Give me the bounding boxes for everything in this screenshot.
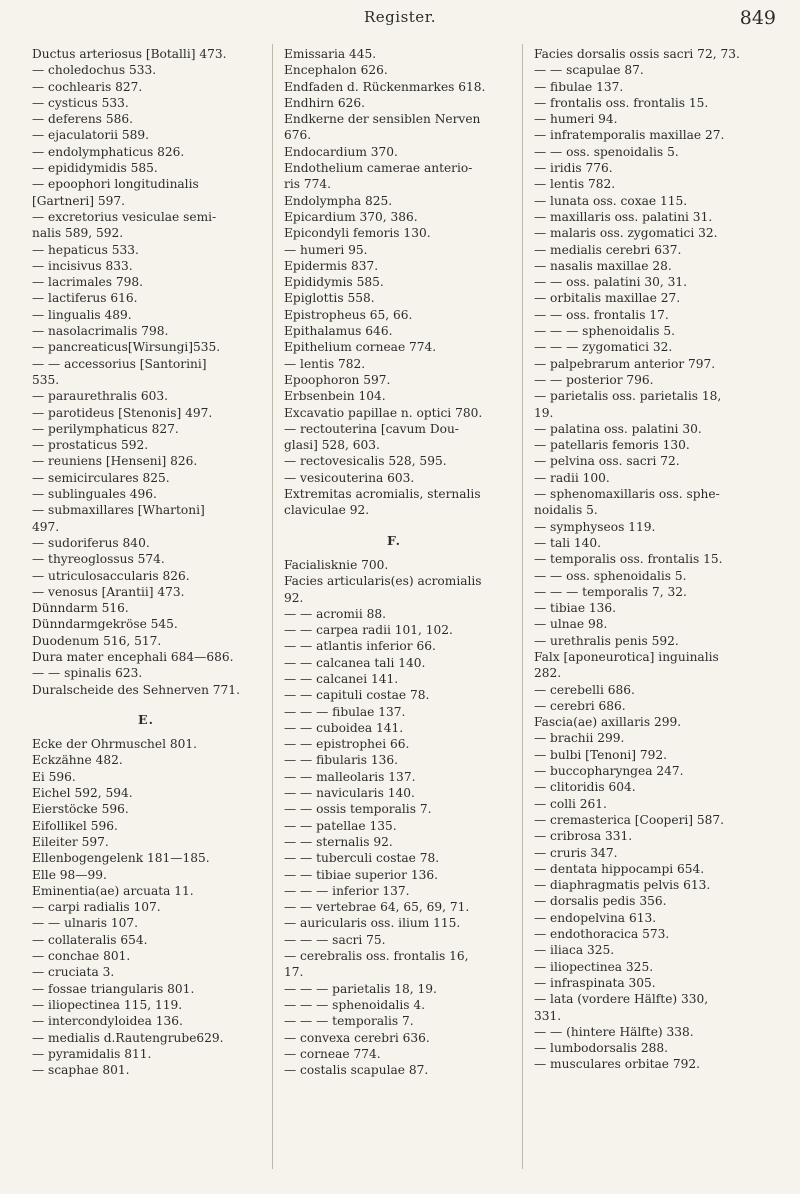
index-entry: — humeri 94. xyxy=(534,112,618,127)
index-entry: — prostaticus 592. xyxy=(32,438,149,453)
index-column-3 xyxy=(534,46,778,1073)
index-entry: — diaphragmatis pelvis 613. xyxy=(534,878,711,893)
index-entry: — — patellae 135. xyxy=(284,818,397,833)
index-entry: — scaphae 801. xyxy=(32,1063,130,1078)
index-column-2 xyxy=(284,46,504,1078)
index-entry: Eierstöcke 596. xyxy=(32,802,129,817)
index-entry: — — — temporalis 7, 32. xyxy=(534,584,687,599)
index-entry: — radii 100. xyxy=(534,470,610,485)
index-entry: — lata (vordere Hälfte) 330, xyxy=(534,992,709,1007)
running-title: Register. xyxy=(364,8,436,26)
index-entry: — — — sphenoidalis 5. xyxy=(534,324,676,339)
index-entry: Endkerne der sensiblen Nerven xyxy=(284,112,481,127)
index-entry: — carpi radialis 107. xyxy=(32,900,161,915)
entries-e-cont xyxy=(284,46,504,519)
index-entry: — rectouterina [cavum Dou- xyxy=(284,421,459,436)
index-entry: — palpebrarum anterior 797. xyxy=(534,356,716,371)
index-entry: — — oss. spenoidalis 5. xyxy=(534,144,679,159)
index-entry: — lumbodorsalis 288. xyxy=(534,1041,669,1056)
index-entry: — nasolacrimalis 798. xyxy=(32,324,169,339)
index-entry: — — acromii 88. xyxy=(284,606,386,621)
index-entry: — — oss. sphenoidalis 5. xyxy=(534,568,687,583)
index-entry: — intercondyloidea 136. xyxy=(32,1014,183,1029)
index-entry: — — spinalis 623. xyxy=(32,666,143,681)
index-entry: — — sternalis 92. xyxy=(284,834,393,849)
index-entry: — sublinguales 496. xyxy=(32,487,157,502)
index-entry: — — oss. palatini 30, 31. xyxy=(534,275,688,290)
index-entry: — — — inferior 137. xyxy=(284,883,410,898)
index-entry: — cruciata 3. xyxy=(32,965,115,980)
index-entry: — cerebralis oss. frontalis 16, xyxy=(284,949,469,964)
index-entry: — reuniens [Henseni] 826. xyxy=(32,454,198,469)
index-entry: — lentis 782. xyxy=(284,356,366,371)
index-entry: Epididymis 585. xyxy=(284,275,384,290)
index-entry: — iridis 776. xyxy=(534,161,613,176)
index-entry: Eichel 592, 594. xyxy=(32,786,133,801)
index-entry: Dünndarmgekröse 545. xyxy=(32,617,178,632)
index-entry: — cruris 347. xyxy=(534,845,618,860)
index-entry: — tali 140. xyxy=(534,535,602,550)
index-entry: — — — sphenoidalis 4. xyxy=(284,997,426,1012)
index-entry: 497. xyxy=(32,519,60,534)
index-entry: 19. xyxy=(534,405,554,420)
index-entry: — conchae 801. xyxy=(32,949,131,964)
index-entry: Fascia(ae) axillaris 299. xyxy=(534,715,682,730)
index-entry: — infraspinata 305. xyxy=(534,975,656,990)
index-entry: — — scapulae 87. xyxy=(534,63,644,78)
index-entry: — pancreaticus[Wirsungi]535. xyxy=(32,340,221,355)
index-entry: — hepaticus 533. xyxy=(32,242,139,257)
index-entry: — — ossis temporalis 7. xyxy=(284,802,432,817)
index-entry: — temporalis oss. frontalis 15. xyxy=(534,552,723,567)
index-entry: — fibulae 137. xyxy=(534,79,624,94)
index-entry: — iliaca 325. xyxy=(534,943,615,958)
index-entry: — costalis scapulae 87. xyxy=(284,1063,429,1078)
index-entry: Falx [aponeurotica] inguinalis xyxy=(534,649,719,664)
index-entry: Facialisknie 700. xyxy=(284,557,389,572)
index-entry: — humeri 95. xyxy=(284,242,368,257)
index-entry: — perilymphaticus 827. xyxy=(32,421,179,436)
index-entry: — dorsalis pedis 356. xyxy=(534,894,667,909)
index-entry: — semicirculares 825. xyxy=(32,470,170,485)
index-entry: nalis 589, 592. xyxy=(32,226,124,241)
index-column-1 xyxy=(32,46,260,1078)
index-entry: — — navicularis 140. xyxy=(284,786,415,801)
index-entry: — sphenomaxillaris oss. sphe- xyxy=(534,487,720,502)
index-entry: — auricularis oss. ilium 115. xyxy=(284,916,461,931)
index-entry: — malaris oss. zygomatici 32. xyxy=(534,226,718,241)
index-entry: Epicondyli femoris 130. xyxy=(284,226,431,241)
index-entry: — endolymphaticus 826. xyxy=(32,144,185,159)
index-entry: Extremitas acromialis, sternalis xyxy=(284,487,481,502)
index-entry: Eckzähne 482. xyxy=(32,753,123,768)
index-entry: — — carpea radii 101, 102. xyxy=(284,623,453,638)
index-entry: — — calcanea tali 140. xyxy=(284,655,426,670)
index-entry: — submaxillares [Whartoni] xyxy=(32,503,205,518)
index-entry: Epicardium 370, 386. xyxy=(284,209,418,224)
index-entry: ris 774. xyxy=(284,177,331,192)
index-entry: — vesicouterina 603. xyxy=(284,470,415,485)
index-entry: — venosus [Arantii] 473. xyxy=(32,584,185,599)
index-entry: — — posterior 796. xyxy=(534,372,654,387)
index-entry: Facies dorsalis ossis sacri 72, 73. xyxy=(534,47,740,61)
index-entry: Epidermis 837. xyxy=(284,258,379,273)
index-entry: Duralscheide des Sehnerven 771. xyxy=(32,682,240,697)
index-entry: — — — zygomatici 32. xyxy=(534,340,673,355)
index-entry: Endolympha 825. xyxy=(284,193,393,208)
index-entry: — endothoracica 573. xyxy=(534,927,670,942)
index-entry: — paraurethralis 603. xyxy=(32,389,169,404)
index-entry: Ecke der Ohrmuschel 801. xyxy=(32,737,198,752)
index-entry: Ei 596. xyxy=(32,769,76,784)
index-entry: Eifollikel 596. xyxy=(32,818,118,833)
index-entry: noidalis 5. xyxy=(534,503,598,518)
index-entry: — buccopharyngea 247. xyxy=(534,764,684,779)
index-entry: Duodenum 516, 517. xyxy=(32,633,162,648)
index-entry: Endfaden d. Rückenmarkes 618. xyxy=(284,79,486,94)
column-divider xyxy=(272,44,273,1169)
page-header xyxy=(0,0,800,44)
index-entry: — — ulnaris 107. xyxy=(32,916,138,931)
section-letter-e: E. xyxy=(138,711,154,727)
column-divider xyxy=(522,44,523,1169)
index-entry: Excavatio papillae n. optici 780. xyxy=(284,405,483,420)
index-entry: — clitoridis 604. xyxy=(534,780,636,795)
index-entry: Emissaria 445. xyxy=(284,47,377,61)
index-entry: — cerebelli 686. xyxy=(534,682,635,697)
index-entry: — ejaculatorii 589. xyxy=(32,128,150,143)
section-letter-f: F. xyxy=(387,532,401,548)
index-entry: 331. xyxy=(534,1008,562,1023)
page-number: 849 xyxy=(739,7,776,29)
index-entry: — — malleolaris 137. xyxy=(284,769,416,784)
index-entry: — orbitalis maxillae 27. xyxy=(534,291,681,306)
index-entry: — — calcanei 141. xyxy=(284,671,399,686)
index-entry: Epithalamus 646. xyxy=(284,324,393,339)
index-entry: Epistropheus 65, 66. xyxy=(284,307,413,322)
index-entry: — — capituli costae 78. xyxy=(284,688,430,703)
index-entry: — — — temporalis 7. xyxy=(284,1014,414,1029)
index-entry: — deferens 586. xyxy=(32,112,133,127)
index-entry: — — epistrophei 66. xyxy=(284,737,410,752)
index-entry: — cremasterica [Cooperi] 587. xyxy=(534,812,725,827)
index-entry: glasi] 528, 603. xyxy=(284,438,380,453)
index-entry: — corneae 774. xyxy=(284,1046,381,1061)
index-entry: Eileiter 597. xyxy=(32,834,109,849)
index-entry: — iliopectinea 115, 119. xyxy=(32,997,183,1012)
index-entry: 676. xyxy=(284,128,312,143)
index-entry: — pyramidalis 811. xyxy=(32,1046,152,1061)
index-entry: — endopelvina 613. xyxy=(534,910,657,925)
index-entry: — bulbi [Tenoni] 792. xyxy=(534,747,668,762)
index-entry: — cribrosa 331. xyxy=(534,829,633,844)
index-entry: — cerebri 686. xyxy=(534,698,626,713)
index-entry: — ulnae 98. xyxy=(534,617,608,632)
index-entry: — frontalis oss. frontalis 15. xyxy=(534,95,709,110)
index-entry: — — tuberculi costae 78. xyxy=(284,851,440,866)
index-entry: Endocardium 370. xyxy=(284,144,398,159)
index-entry: — pelvina oss. sacri 72. xyxy=(534,454,680,469)
index-entry: Erbsenbein 104. xyxy=(284,389,386,404)
index-entry: Ellenbogengelenk 181—185. xyxy=(32,851,210,866)
index-entry: — — fibularis 136. xyxy=(284,753,399,768)
index-entry: 282. xyxy=(534,666,562,681)
index-entry: Dura mater encephali 684—686. xyxy=(32,649,234,664)
index-entry: Epiglottis 558. xyxy=(284,291,375,306)
index-entry: Dünndarm 516. xyxy=(32,601,129,616)
index-entry: — — (hintere Hälfte) 338. xyxy=(534,1024,694,1039)
index-entry: — incisivus 833. xyxy=(32,258,133,273)
index-entry: — urethralis penis 592. xyxy=(534,633,679,648)
index-entry: claviculae 92. xyxy=(284,503,370,518)
index-entry: — — tibiae superior 136. xyxy=(284,867,438,882)
index-entry: — cochlearis 827. xyxy=(32,79,143,94)
index-entry: — medialis cerebri 637. xyxy=(534,242,682,257)
index-entry: — dentata hippocampi 654. xyxy=(534,861,705,876)
index-entry: — parotideus [Stenonis] 497. xyxy=(32,405,213,420)
index-entry: — lentis 782. xyxy=(534,177,616,192)
index-entry: Epoophoron 597. xyxy=(284,372,391,387)
index-entry: Ductus arteriosus [Botalli] 473. xyxy=(32,47,227,61)
index-entry: — epoophori longitudinalis xyxy=(32,177,199,192)
index-entry: — collateralis 654. xyxy=(32,932,148,947)
index-entry: — infratemporalis maxillae 27. xyxy=(534,128,725,143)
index-entry: — — atlantis inferior 66. xyxy=(284,639,436,654)
index-entry: — utriculosaccularis 826. xyxy=(32,568,190,583)
index-entry: — — accessorius [Santorini] xyxy=(32,356,207,371)
index-entry: — — — fibulae 137. xyxy=(284,704,406,719)
index-entry: — fossae triangularis 801. xyxy=(32,981,195,996)
index-entry: 92. xyxy=(284,590,304,605)
index-entry: — — vertebrae 64, 65, 69, 71. xyxy=(284,900,470,915)
index-entry: — lunata oss. coxae 115. xyxy=(534,193,688,208)
index-entry: — epididymidis 585. xyxy=(32,161,158,176)
index-entry: — maxillaris oss. palatini 31. xyxy=(534,209,713,224)
index-entry: — musculares orbitae 792. xyxy=(534,1057,700,1072)
index-entry: — — — sacri 75. xyxy=(284,932,386,947)
index-entry: — tibiae 136. xyxy=(534,601,617,616)
entries-f xyxy=(284,557,504,1079)
index-entry: 535. xyxy=(32,372,60,387)
index-entry: — rectovesicalis 528, 595. xyxy=(284,454,447,469)
index-entry: — — — parietalis 18, 19. xyxy=(284,981,437,996)
index-entry: — lingualis 489. xyxy=(32,307,132,322)
index-entry: — lacrimales 798. xyxy=(32,275,143,290)
index-entry: — colli 261. xyxy=(534,796,607,811)
index-entry: Facies articularis(es) acromialis xyxy=(284,574,482,589)
index-entry: — symphyseos 119. xyxy=(534,519,656,534)
index-entry: — patellaris femoris 130. xyxy=(534,438,690,453)
index-entry: — sudoriferus 840. xyxy=(32,535,150,550)
index-entry: — parietalis oss. parietalis 18, xyxy=(534,389,722,404)
index-entry: [Gartneri] 597. xyxy=(32,193,126,208)
index-entry: Endothelium camerae anterio- xyxy=(284,161,473,176)
index-entry: Encephalon 626. xyxy=(284,63,388,78)
index-entry: 17. xyxy=(284,965,304,980)
index-entry: — — oss. frontalis 17. xyxy=(534,307,669,322)
entries-f-cont xyxy=(534,46,778,1073)
index-entry: Eminentia(ae) arcuata 11. xyxy=(32,883,194,898)
index-entry: — medialis d.Rautengrube629. xyxy=(32,1030,224,1045)
index-entry: — — cuboidea 141. xyxy=(284,720,404,735)
index-entry: — cysticus 533. xyxy=(32,95,129,110)
index-entry: Epithelium corneae 774. xyxy=(284,340,437,355)
index-entry: — thyreoglossus 574. xyxy=(32,552,165,567)
entries-d xyxy=(32,46,260,698)
index-entry: — brachii 299. xyxy=(534,731,625,746)
index-entry: — lactiferus 616. xyxy=(32,291,138,306)
index-entry: Elle 98—99. xyxy=(32,867,107,882)
index-entry: Endhirn 626. xyxy=(284,95,365,110)
index-entry: — excretorius vesiculae semi- xyxy=(32,209,217,224)
index-entry: — palatina oss. palatini 30. xyxy=(534,421,702,436)
entries-e xyxy=(32,736,260,1078)
index-entry: — choledochus 533. xyxy=(32,63,157,78)
index-entry: — iliopectinea 325. xyxy=(534,959,654,974)
index-entry: — nasalis maxillae 28. xyxy=(534,258,672,273)
index-entry: — convexa cerebri 636. xyxy=(284,1030,430,1045)
